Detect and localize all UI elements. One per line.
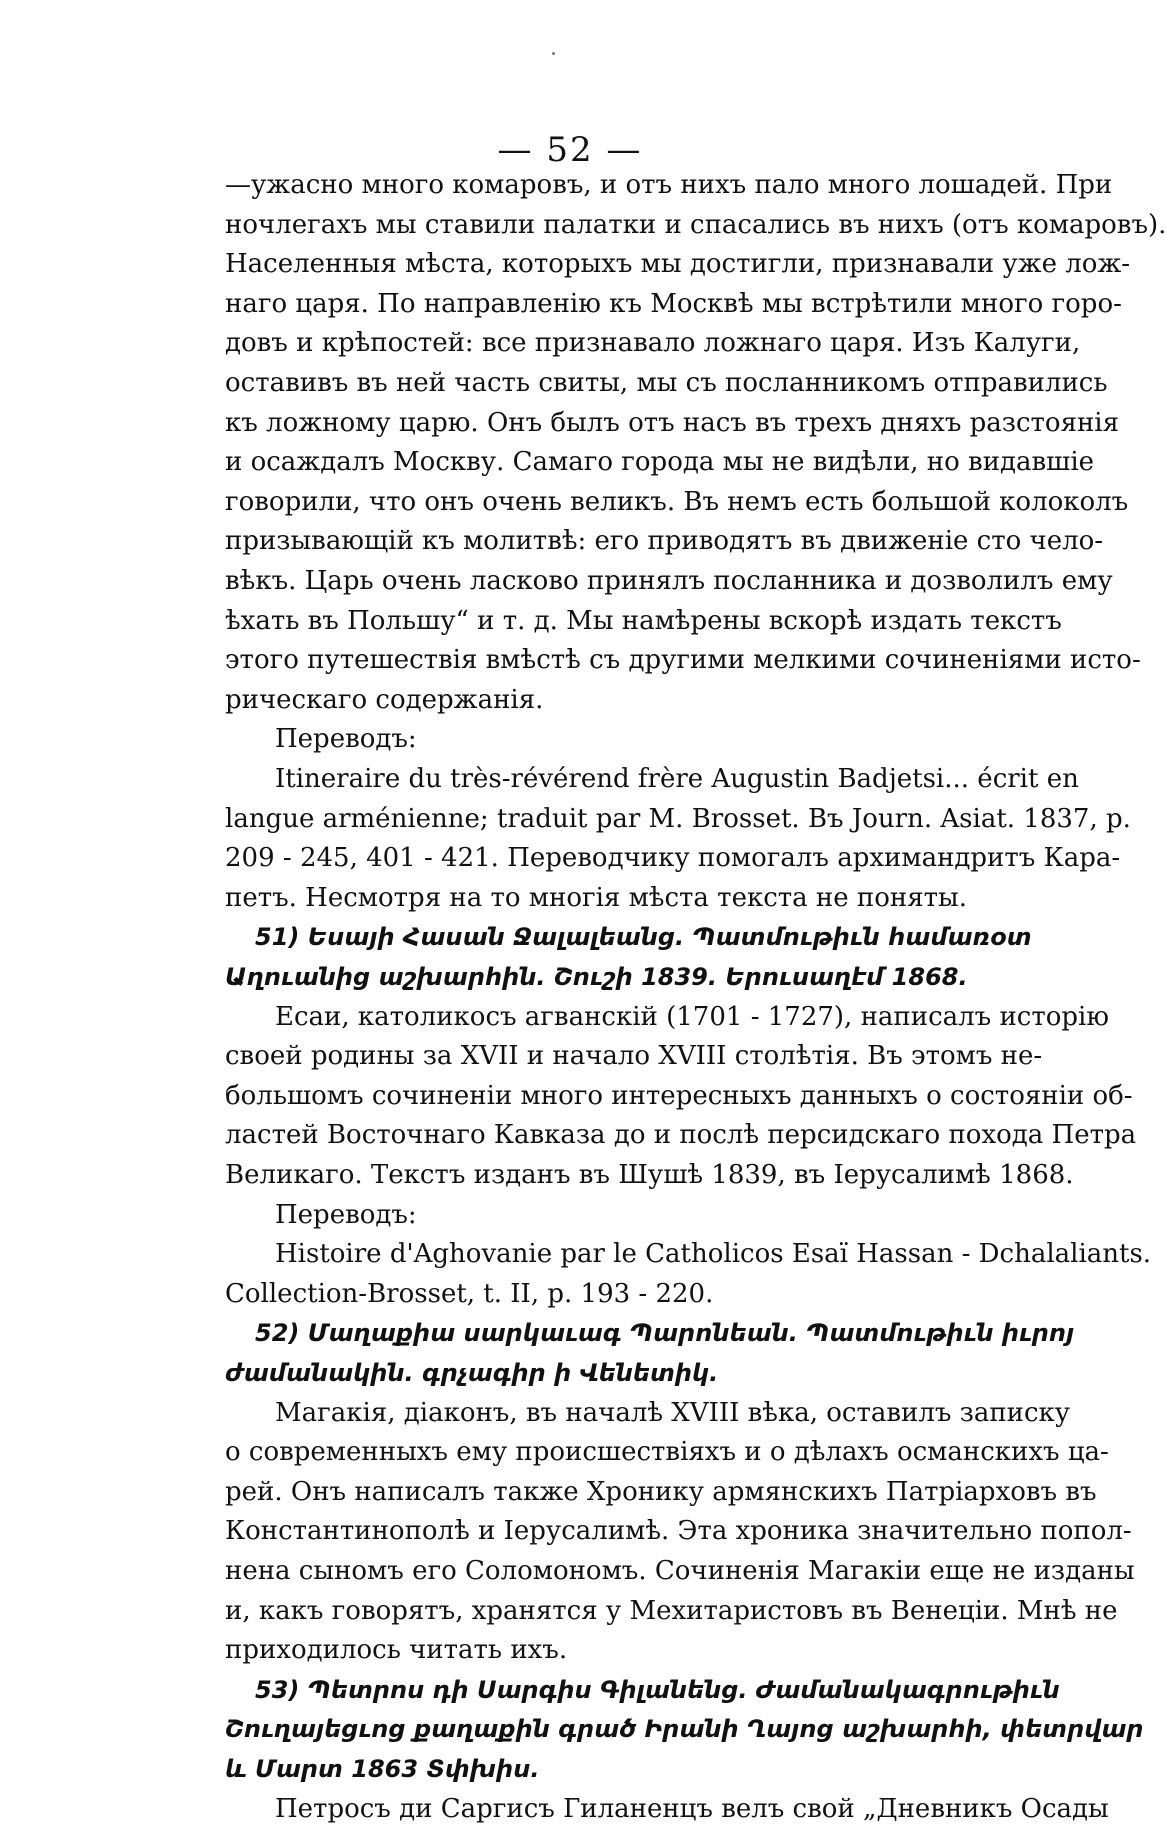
- text-line: и осаждалъ Москву. Самаго города мы не видѣли, но видавшіе: [225, 447, 1095, 478]
- speck: [552, 52, 555, 55]
- text-line: своей родины за XVII и начало XVIII столѣтія. Въ этомъ не-: [225, 1041, 1043, 1072]
- text-line: къ ложному царю. Онъ былъ отъ насъ въ трехъ дняхъ разстоянія: [225, 407, 1120, 438]
- text-line: Петросъ ди Саргисъ Гиланенцъ велъ свой „Дневникъ Осады: [275, 1793, 1109, 1824]
- armenian-title-line: 51) Եսայի Հասան Ջալալեանց. Պատմութիւն համառօտ: [255, 923, 1032, 952]
- text-line: и, какъ говорятъ, хранятся у Мехитаристовъ въ Венеціи. Мнѣ не: [225, 1595, 1118, 1626]
- text-line: рей. Онъ написалъ также Хронику армянскихъ Патріарховъ въ: [225, 1476, 1097, 1507]
- text-line: приходилось читать ихъ.: [225, 1635, 568, 1666]
- text-line: Есаи, католикосъ агванскій (1701 - 1727), написалъ исторію: [275, 1001, 1109, 1032]
- text-line: Itineraire du très-révérend frère Augustin Badjetsi... écrit en: [275, 764, 1079, 794]
- armenian-title-line: Աղուանից աշխարհին. Շուշի 1839. Երուսաղէմ 1868.: [225, 963, 968, 991]
- text-line: наго царя. По направленію къ Москвѣ мы встрѣтили много горо-: [225, 288, 1122, 319]
- section-heading: Переводъ:: [275, 1199, 417, 1230]
- text-line: Константинополѣ и Іерусалимѣ. Эта хроника значительно попол-: [225, 1516, 1132, 1547]
- page-number: — 52 —: [497, 130, 643, 170]
- armenian-title-line: և Մարտ 1863 Տփխիս.: [225, 1755, 540, 1783]
- text-line: —ужасно много комаровъ, и отъ нихъ пало много лошадей. При: [225, 170, 1113, 200]
- text-line: довъ и крѣпостей: все признавало ложнаго царя. Изъ Калуги,: [225, 328, 1081, 359]
- text-line: вѣкъ. Царь очень ласково принялъ посланника и дозволилъ ему: [225, 566, 1113, 596]
- armenian-title-line: 53) Պետրոս դի Սարգիս Գիլանենց. Ժամանակագրութիւն: [255, 1675, 1060, 1704]
- text-line: оставивъ въ ней часть свиты, мы съ посланникомъ отправились: [225, 368, 1108, 398]
- text-line: о современныхъ ему происшествіяхъ и о дѣлахъ османскихъ ца-: [225, 1437, 1109, 1468]
- text-line: ластей Восточнаго Кавказа до и послѣ персидскаго похода Петра: [225, 1120, 1137, 1151]
- text-line: langue arménienne; traduit par M. Brosset. Въ Journ. Asiat. 1837, p.: [225, 803, 1131, 834]
- text-line: Histoire d'Aghovanie par le Catholicos Esaï Hassan - Dchalaliants.: [275, 1239, 1152, 1270]
- text-line: ѣхать въ Польшу“ и т. д. Мы намѣрены вскорѣ издать текстъ: [225, 605, 1062, 636]
- armenian-title-line: 52) Մաղաքիա սարկաւագ Պարոնեան. Պատմութիւն իւրոյ: [255, 1319, 1075, 1348]
- text-line: ночлегахъ мы ставили палатки и спасались въ нихъ (отъ комаровъ).: [225, 209, 1166, 240]
- armenian-title-line: ժամանակին. գրչագիր ի Վենետիկ.: [225, 1359, 719, 1387]
- text-line: говорили, что онъ очень великъ. Въ немъ есть большой колоколъ: [225, 486, 1129, 517]
- text-line: Населенныя мѣста, которыхъ мы достигли, признавали уже лож-: [225, 249, 1131, 280]
- text-line: призывающій къ молитвѣ: его приводятъ въ движеніе сто чело-: [225, 526, 1104, 557]
- text-line: этого путешествія вмѣстѣ съ другими мелкими сочиненіями исто-: [225, 645, 1141, 676]
- armenian-title-line: Շուղայեցւոց քաղաքին գրած Իրանի Ղայոց աշխարհի, փետրվար: [225, 1715, 1144, 1744]
- text-line: Collection-Brosset, t. II, p. 193 - 220.: [225, 1278, 714, 1309]
- text-line: Магакія, діаконъ, въ началѣ XVIII вѣка, оставилъ записку: [275, 1397, 1071, 1428]
- text-line: 209 - 245, 401 - 421. Переводчику помогалъ архимандритъ Кара-: [225, 843, 1121, 874]
- text-line: Великаго. Текстъ изданъ въ Шушѣ 1839, въ Іерусалимѣ 1868.: [225, 1160, 1074, 1190]
- section-heading: Переводъ:: [275, 724, 417, 755]
- text-line: нена сыномъ его Соломономъ. Сочиненія Магакіи еще не изданы: [225, 1556, 1135, 1586]
- text-line: рическаго содержанія.: [225, 684, 544, 715]
- text-line: большомъ сочиненіи много интересныхъ данныхъ о состояніи об-: [225, 1080, 1133, 1111]
- text-line: петъ. Несмотря на то многія мѣста текста не поняты.: [225, 882, 967, 913]
